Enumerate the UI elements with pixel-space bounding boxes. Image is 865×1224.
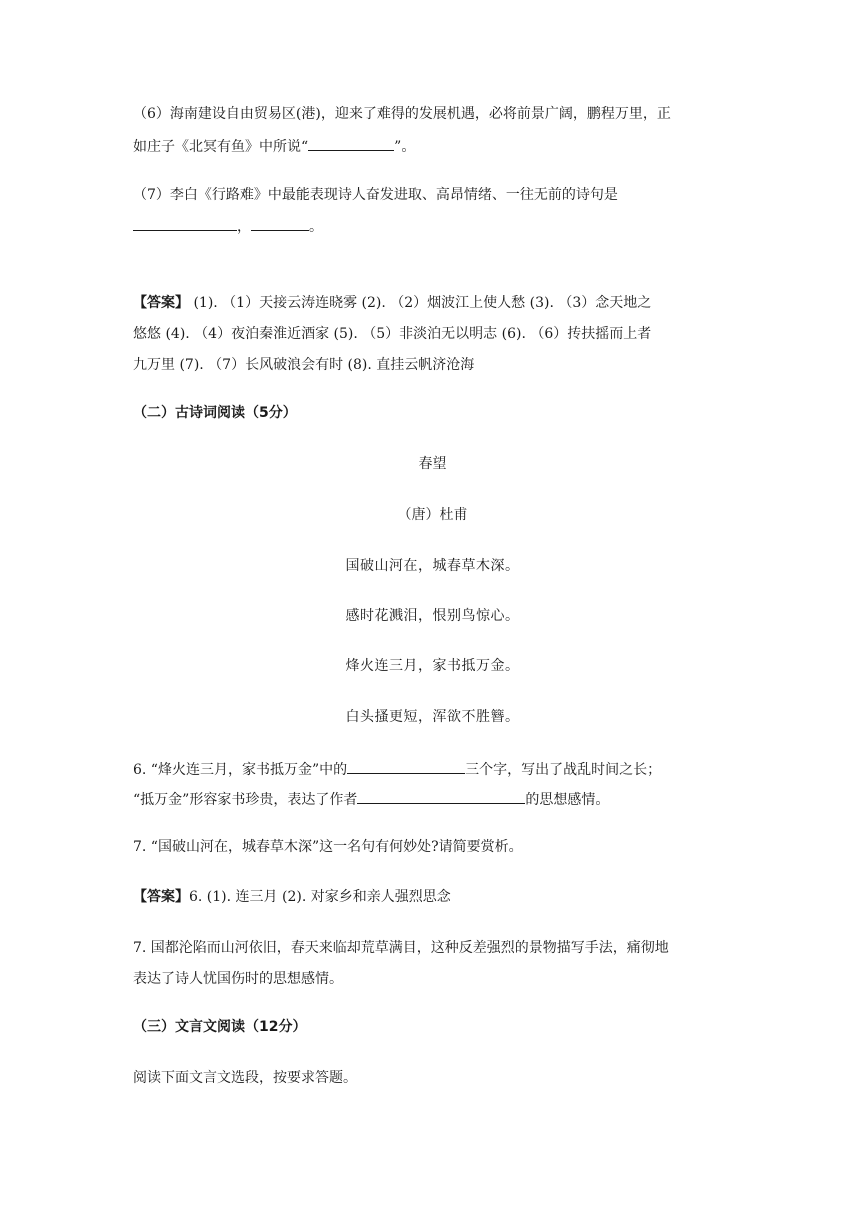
answer-blank[interactable] — [357, 789, 525, 804]
answer-block2 — [133, 887, 451, 907]
answer-blank[interactable] — [347, 759, 465, 774]
poem-line: 国破山河在，城春草木深。 — [345, 558, 520, 574]
question7: 7. “国破山河在，城春草木深”这一名句有何妙处?请简要赏析。 — [133, 839, 523, 855]
answer-label: 【答案】 — [133, 889, 189, 905]
answer-blank[interactable] — [133, 216, 237, 231]
instruction-text: 阅读下面文言文选段，按要求答题。 — [133, 1070, 357, 1086]
answer-blank[interactable] — [251, 216, 309, 231]
q6-fill-prefix: 如庄子《北冥有鱼》中所说“ — [133, 139, 309, 155]
poem-author: （唐）杜甫 — [397, 507, 468, 523]
answer7-line1: 7. 国都沦陷而山河依旧，春天来临却荒草满目，这种反差强烈的景物描写手法，痛彻地 — [133, 940, 669, 956]
poem-line: 白头搔更短，浑欲不胜簪。 — [345, 709, 520, 725]
question6-line2-prefix: “抵万金”形容家书珍贵，表达了作者 — [133, 792, 358, 808]
answer-block1-line1 — [133, 293, 651, 313]
q6-fill-line1: （6）海南建设自由贸易区(港)，迎来了难得的发展机遇，必将前景广阔，鹏程万里，正 — [133, 106, 671, 122]
question6-line1 — [133, 759, 661, 780]
q6-fill-suffix: ”。 — [394, 139, 416, 155]
answer7-line2: 表达了诗人忧国伤时的思想感情。 — [133, 971, 343, 987]
section-heading: （三）文言文阅读（12分） — [133, 1019, 307, 1035]
question6-line2 — [133, 789, 609, 810]
answer-text: (1). （1）天接云涛连晓雾 (2). （2）烟波江上使人愁 (3). （3）念天地之 — [193, 295, 652, 311]
poem-title: 春望 — [418, 456, 447, 472]
answer-text: 6. (1). 连三月 (2). 对家乡和亲人强烈思念 — [189, 889, 451, 905]
answer-block1-line2: 悠悠 (4). （4）夜泊秦淮近酒家 (5). （5）非淡泊无以明志 (6). （6）抟扶摇而上者 — [133, 326, 652, 342]
question6-middle: 三个字，写出了战乱时间之长； — [465, 762, 662, 778]
answer-blank[interactable] — [308, 136, 394, 151]
section-heading: （二）古诗词阅读（5分） — [133, 405, 297, 421]
q7-fill-line1: （7）李白《行路难》中最能表现诗人奋发进取、高昂情绪、一往无前的诗句是 — [133, 187, 618, 203]
q7-fill-comma: ， — [237, 219, 251, 235]
question6-prefix: 6. “烽火连三月，家书抵万金”中的 — [133, 762, 348, 778]
q7-fill-line2 — [133, 216, 323, 237]
answer-block1-line3: 九万里 (7). （7）长风破浪会有时 (8). 直挂云帆济沧海 — [133, 357, 475, 373]
question6-line2-suffix: 的思想感情。 — [525, 792, 610, 808]
answer-label: 【答案】 — [133, 295, 189, 311]
poem-line: 烽火连三月，家书抵万金。 — [345, 658, 520, 674]
poem-line: 感时花溅泪，恨别鸟惊心。 — [345, 608, 520, 624]
q7-fill-period: 。 — [309, 219, 323, 235]
q6-fill-line2 — [133, 136, 415, 157]
